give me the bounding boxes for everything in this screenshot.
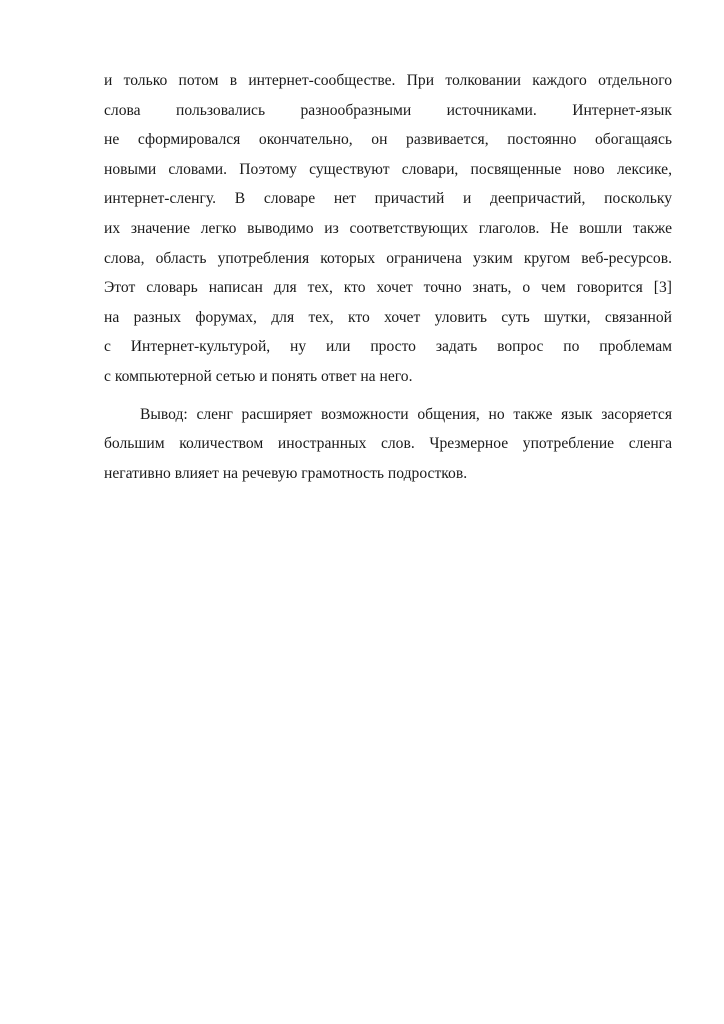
text-line: слова, область употребления которых ограничена узким кругом веб-ресурсов. [104,249,672,267]
text-line: с Интернет-культурой, ну или просто задать вопрос по проблемам [104,338,672,356]
text-line: не сформировался окончательно, он развивается, постоянно обогащаясь [104,131,672,149]
text-line: новыми словами. Поэтому существуют словари, посвященные ново лексике, [104,160,672,178]
text-line: на разных форумах, для тех, кто хочет уловить суть шутки, связанной [104,308,672,326]
text-line: с компьютерной сетью и понять ответ на него. [104,367,413,385]
text-line: интернет-сленгу. В словаре нет причастий и деепричастий, поскольку [104,190,672,208]
paragraph-spacer [104,392,672,400]
text-line: их значение легко выводимо из соответствующих глаголов. Не вошли также [104,219,672,237]
paragraph-conclusion [104,400,672,489]
text-line: негативно влияет на речевую грамотность подростков. [104,464,468,482]
paragraph-dictionary-description [104,66,672,392]
text-line: и только потом в интернет-сообществе. При толковании каждого отдельного [104,72,672,89]
body-text [104,66,672,488]
text-line: Вывод: сленг расширяет возможности общения, но также язык засоряется [140,405,672,423]
text-line: Этот словарь написан для тех, кто хочет точно знать, о чем говорится [3] [104,279,672,297]
text-line: большим количеством иностранных слов. Чрезмерное употребление сленга [104,435,672,453]
text-line: слова пользовались разнообразными источниками. Интернет-язык [104,101,672,119]
